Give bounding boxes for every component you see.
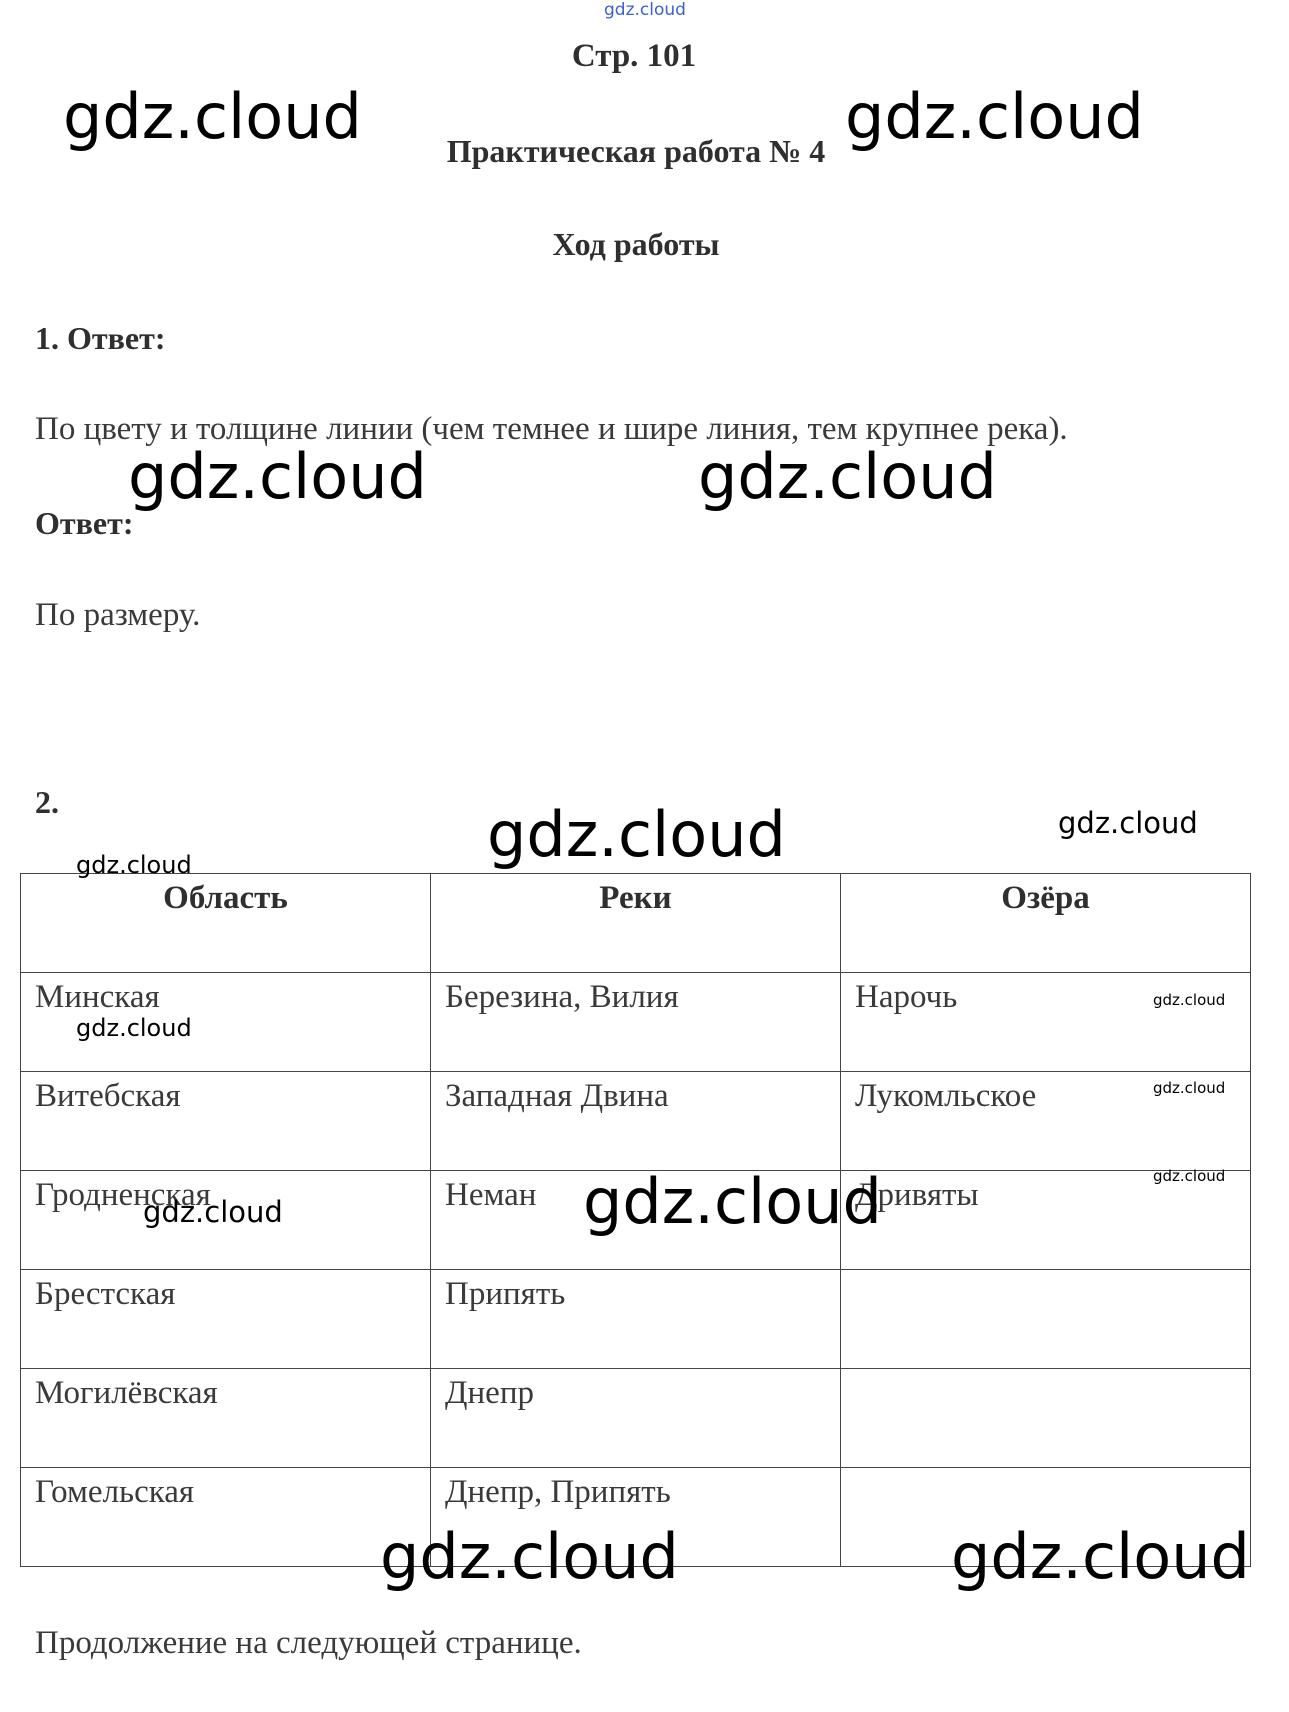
header-region: Область [21,874,431,973]
task1-label: 1. Ответ: [35,320,166,356]
header-rivers: Реки [431,874,841,973]
task1-answer-2: По размеру. [35,597,201,633]
watermark: gdz.cloud [1058,806,1198,840]
work-title: Практическая работа № 4 [446,133,826,169]
watermark: gdz.cloud [380,1520,679,1593]
region-cell: Минская [21,973,431,1072]
regions-table [20,873,1251,1567]
region-cell: Брестская [21,1270,431,1369]
watermark: gdz.cloud [143,1195,283,1229]
region-cell: Могилёвская [21,1369,431,1468]
watermark: gdz.cloud [1153,1079,1226,1097]
region-cell: Гродненская [21,1171,431,1270]
rivers-cell: Березина, Вилия [431,973,841,1072]
lakes-cell [841,1369,1251,1468]
watermark: gdz.cloud [76,1014,192,1042]
watermark: gdz.cloud [1153,991,1226,1009]
header-lakes: Озёра [841,874,1251,973]
lakes-cell [841,1270,1251,1369]
table-row [21,1468,1251,1567]
watermark: gdz.cloud [604,0,686,20]
table-row [21,1369,1251,1468]
region-cell: Витебская [21,1072,431,1171]
watermark: gdz.cloud [1153,1167,1226,1185]
task1-answer: По цвету и толщине линии (чем темнее и шире линия, тем крупнее река). [35,411,1068,447]
lakes-cell: Нарочь [841,973,1251,1072]
continuation-note: Продолжение на следующей странице. [35,1625,582,1661]
section-title: Ход работы [552,226,720,262]
task2-label: 2. [35,784,59,820]
lakes-cell: Лукомльское [841,1072,1251,1171]
rivers-cell: Припять [431,1270,841,1369]
rivers-cell: Неман [431,1171,841,1270]
watermark: gdz.cloud [698,440,997,513]
watermark: gdz.cloud [845,80,1144,153]
region-cell: Гомельская [21,1468,431,1567]
lakes-cell: Дривяты [841,1171,1251,1270]
watermark: gdz.cloud [63,80,362,153]
watermark: gdz.cloud [128,440,427,513]
watermark: gdz.cloud [583,1165,882,1238]
table-row [21,973,1251,1072]
rivers-cell: Днепр, Припять [431,1468,841,1567]
watermark: gdz.cloud [487,798,786,871]
watermark: gdz.cloud [951,1520,1250,1593]
table-row [21,1270,1251,1369]
rivers-cell: Днепр [431,1369,841,1468]
table-header-row [21,874,1251,973]
task1-label-2: Ответ: [35,505,134,541]
table-row [21,1171,1251,1270]
table-row [21,1072,1251,1171]
lakes-cell [841,1468,1251,1567]
watermark: gdz.cloud [76,851,192,879]
rivers-cell: Западная Двина [431,1072,841,1171]
page-number: Стр. 101 [571,38,697,74]
